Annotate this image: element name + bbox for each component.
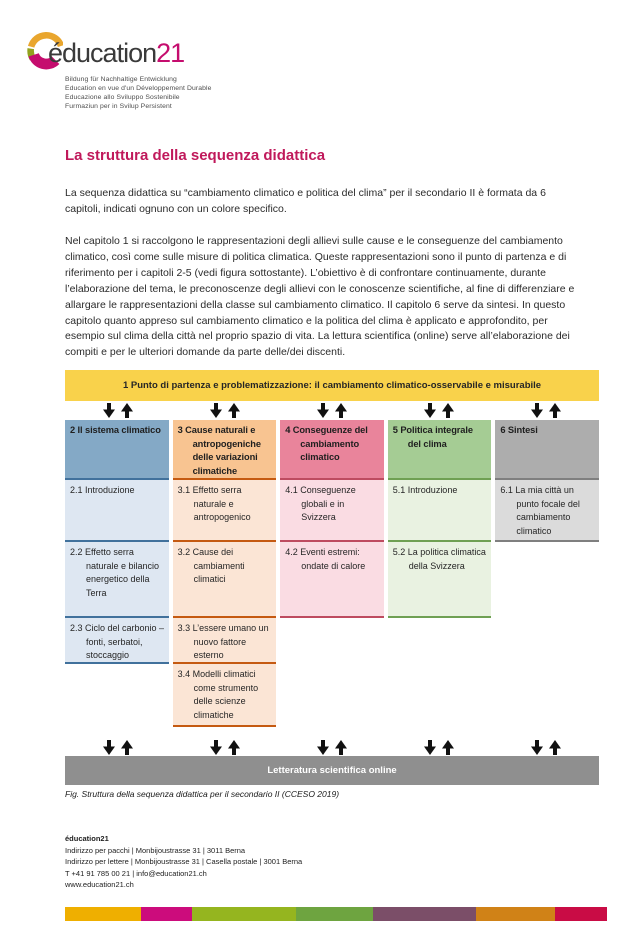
color-bar-segment (192, 907, 296, 921)
color-bar-segment (65, 907, 141, 921)
down-up-arrows-icon (422, 403, 456, 418)
chapter1-banner: 1 Punto di partenza e problematizzazione: il cambiamento climatico-osservabile e misurabile (65, 370, 599, 401)
down-up-arrows-icon (422, 740, 456, 755)
down-up-arrows-icon (208, 740, 242, 755)
table-cell: 4.2 Eventi estremi: ondate di calore (280, 542, 384, 618)
logo-taglines (65, 75, 212, 111)
table-cell: 3.2 Cause dei cambiamenti climatici (173, 542, 277, 618)
logo-wordmark-number: 21 (156, 38, 185, 68)
table-cell: 5.2 La politica climatica della Svizzera (388, 542, 492, 618)
column-2-sistema-climatico (65, 420, 169, 664)
footer-color-bar (65, 907, 607, 921)
down-up-arrows-icon (529, 740, 563, 755)
tagline-rm: Furmaziun per in Svilup Persistent (65, 103, 172, 110)
table-cell: 3.3 L’essere umano un nuovo fattore esterno (173, 618, 277, 664)
page-title: La struttura della sequenza didattica (65, 147, 326, 164)
column-header: 6 Sintesi (495, 420, 599, 480)
footer-address-block (65, 833, 302, 891)
table-cell: 6.1 La mia città un punto focale del cambiamento climatico (495, 480, 599, 542)
down-up-arrows-icon (529, 403, 563, 418)
table-cell: 5.1 Introduzione (388, 480, 492, 542)
footer-website: www.education21.ch (65, 880, 134, 889)
color-bar-segment (141, 907, 192, 921)
bottom-arrow-row (65, 740, 599, 755)
literature-banner: Letteratura scientifica online (65, 756, 599, 785)
top-arrow-row (65, 401, 599, 420)
down-up-arrows-icon (101, 740, 135, 755)
tagline-fr: Education en vue d'un Développement Durable (65, 85, 212, 92)
column-header: 5 Politica integrale del clima (388, 420, 492, 480)
table-cell: 2.2 Effetto serra naturale e bilancio energetico della Terra (65, 542, 169, 618)
down-up-arrows-icon (101, 403, 135, 418)
column-3-cause-naturali (173, 420, 277, 727)
intro-paragraph: La sequenza didattica su “cambiamento climatico e politica del clima” per il secondario II è formata da 6 capitoli, indicati ognuno con un colore specifico. (65, 187, 546, 215)
table-cell: 2.3 Ciclo del carbonio – fonti, serbatoi, stoccaggio (65, 618, 169, 664)
tagline-de: Bildung für Nachhaltige Entwicklung (65, 76, 177, 83)
table-cell: 2.1 Introduzione (65, 480, 169, 542)
tagline-it: Educazione allo Sviluppo Sostenibile (65, 94, 180, 101)
column-header: 4 Conseguenze del cambiamento climatico (280, 420, 384, 480)
table-cell: 3.4 Modelli climatici come strumento delle scienze climatiche (173, 664, 277, 727)
footer-letter-address: Indirizzo per lettere | Monbijoustrasse 31 | Casella postale | 3001 Berna (65, 857, 303, 866)
footer-phone-email: T +41 91 785 00 21 | info@education21.ch (65, 868, 207, 878)
education21-logo (27, 16, 357, 126)
column-4-conseguenze (280, 420, 384, 618)
down-up-arrows-icon (208, 403, 242, 418)
table-cell: 4.1 Conseguenze globali e in Svizzera (280, 480, 384, 542)
column-header: 3 Cause naturali e antropogeniche delle variazioni climatiche (173, 420, 277, 480)
color-bar-segment (555, 907, 607, 921)
color-bar-segment (373, 907, 476, 921)
logo-wordmark-text: éducation (48, 38, 157, 68)
figure-caption: Fig. Struttura della sequenza didattica per il secondario II (CCESO 2019) (65, 789, 340, 799)
footer-parcel-address: Indirizzo per pacchi | Monbijoustrasse 31 | 3011 Berna (65, 845, 246, 855)
down-up-arrows-icon (315, 403, 349, 418)
color-bar-segment (296, 907, 373, 921)
column-5-politica (388, 420, 492, 618)
color-bar-segment (476, 907, 555, 921)
sequence-diagram (65, 370, 599, 785)
table-cell: 3.1 Effetto serra naturale e antropogenico (173, 480, 277, 542)
column-6-sintesi (495, 420, 599, 542)
body-paragraph: Nel capitolo 1 si raccolgono le rappresentazioni degli allievi sulle cause e le conseguenze del cambiamento climatico, così come sulle misure di politica climatica. Queste rappresentazioni sono il punto di partenza e di riferimento per i capitoli 2-5 (vedi figura sottostante). L’obiettivo è di confrontare continuamente, durante l’elaborazione del tema, le preconoscenze degli allievi con le conoscenze scientifiche, al fine di differenziare e allargare le rappresentazioni della classe sul cambiamento climatico. Il capitolo 6 serve da sintesi. In questo capitolo quanto appreso sul cambiamento climatico e la politica del clima è applicato e approfondito, per esempio sul clima della città nel proprio spazio di vita. La lettura scientifica (online) serve all’elaborazione dei compiti e per le ulteriori domande da parte delle/dei discenti. (65, 235, 575, 359)
down-up-arrows-icon (315, 740, 349, 755)
footer-org-name: éducation21 (65, 834, 109, 843)
column-header: 2 Il sistema climatico (65, 420, 169, 480)
logo-wordmark (48, 38, 184, 69)
figure-columns (65, 420, 599, 727)
